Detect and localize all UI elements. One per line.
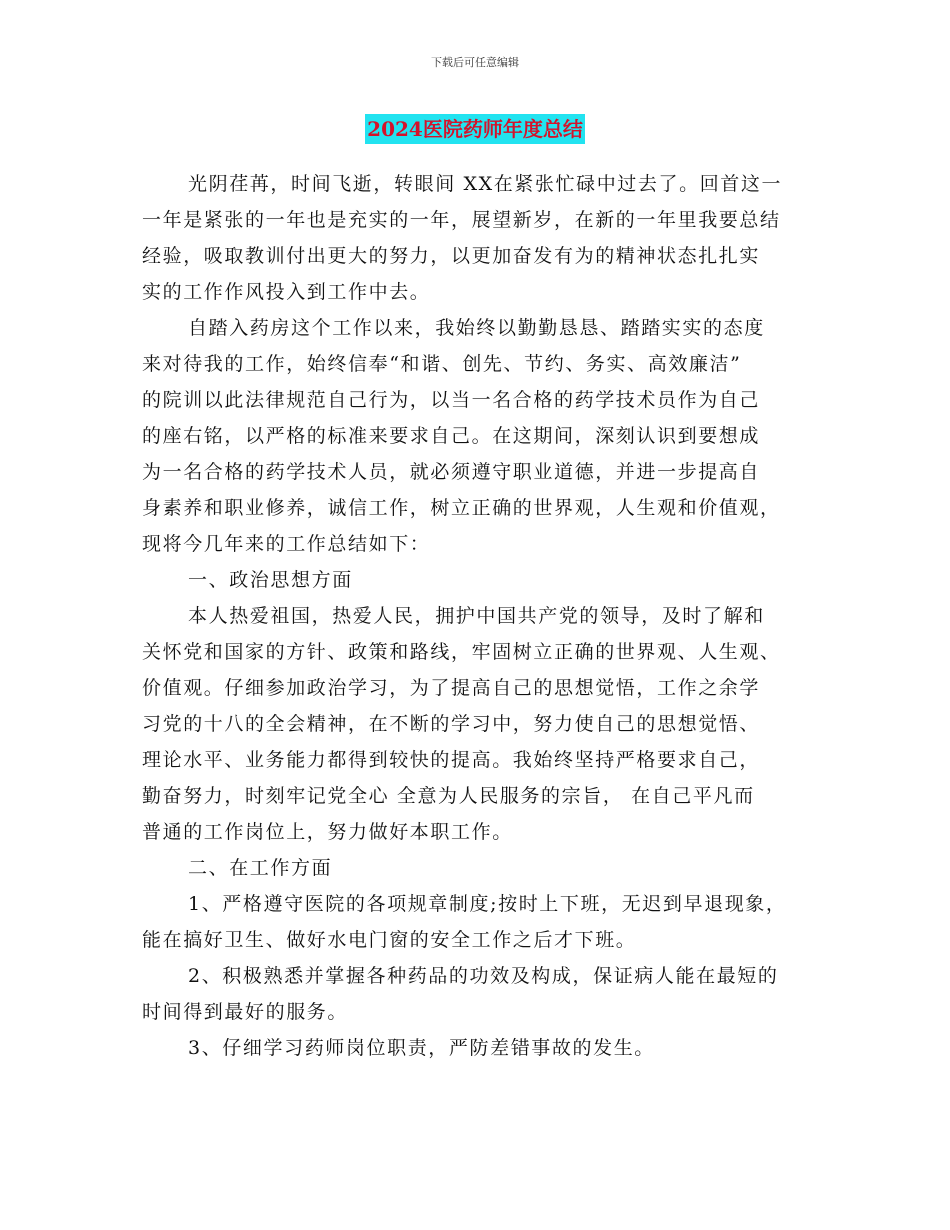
paragraph-line: 一年是紧张的一年也是充实的一年，展望新岁，在新的一年里我要总结 (142, 209, 781, 231)
paragraph-line: 经验，吸取教训付出更大的努力，以更加奋发有为的精神状态扎扎实 (142, 245, 761, 267)
paragraph-line: 价值观。仔细参加政治学习，为了提高自己的思想觉悟，工作之余学 (142, 677, 761, 699)
section-heading: 一、政治思想方面 (188, 569, 353, 591)
document-body (142, 166, 812, 1066)
list-item: 2、积极熟悉并掌握各种药品的功效及构成，保证病人能在最短的 (188, 965, 779, 987)
paragraph-line: 的院训以此法律规范自己行为，以当一名合格的药学技术员作为自己 (142, 389, 761, 411)
paragraph-line: 现将今几年来的工作总结如下： (142, 533, 431, 555)
section-heading: 二、在工作方面 (188, 857, 333, 879)
paragraph-line: 来对待我的工作，始终信奉“和谐、创先、节约、务实、高效廉洁” (142, 353, 742, 375)
paragraph-line: 的座右铭，以严格的标准来要求自己。在这期间，深刻认识到要想成 (142, 425, 761, 447)
paragraph-line: 光阴荏苒，时间飞逝，转眼间 XX在紧张忙碌中过去了。回首这一 (188, 173, 783, 195)
document-title: 2024医院药师年度总结 (365, 114, 585, 144)
paragraph-line: 时间得到最好的服务。 (142, 1001, 349, 1023)
paragraph-line: 本人热爱祖国，热爱人民，拥护中国共产党的领导，及时了解和 (188, 605, 765, 627)
paragraph-line: 自踏入药房这个工作以来，我始终以勤勤恳恳、踏踏实实的态度 (188, 317, 765, 339)
list-item: 3、仔细学习药师岗位职责，严防差错事故的发生。 (188, 1037, 655, 1059)
paragraph-line: 能在搞好卫生、做好水电门窗的安全工作之后才下班。 (142, 929, 637, 951)
paragraph-line: 习党的十八的全会精神，在不断的学习中，努力使自己的思想觉悟、 (142, 713, 761, 735)
paragraph-line: 实的工作作风投入到工作中去。 (142, 281, 431, 303)
header-note: 下载后可任意编辑 (431, 56, 519, 69)
paragraph-line: 为一名合格的药学技术人员，就必须遵守职业道德，并进一步提高自 (142, 461, 761, 483)
title-block (0, 114, 950, 144)
paragraph-line: 普通的工作岗位上，努力做好本职工作。 (142, 821, 513, 843)
paragraph-line: 勤奋努力，时刻牢记党全心 全意为人民服务的宗旨， 在自己平凡而 (142, 785, 755, 807)
paragraph-line: 关怀党和国家的方针、政策和路线，牢固树立正确的世界观、人生观、 (142, 641, 781, 663)
paragraph-line: 理论水平、业务能力都得到较快的提高。我始终坚持严格要求自己， (142, 749, 761, 771)
list-item: 1、严格遵守医院的各项规章制度;按时上下班，无迟到早退现象， (188, 893, 787, 915)
paragraph-line: 身素养和职业修养，诚信工作，树立正确的世界观，人生观和价值观， (142, 497, 781, 519)
